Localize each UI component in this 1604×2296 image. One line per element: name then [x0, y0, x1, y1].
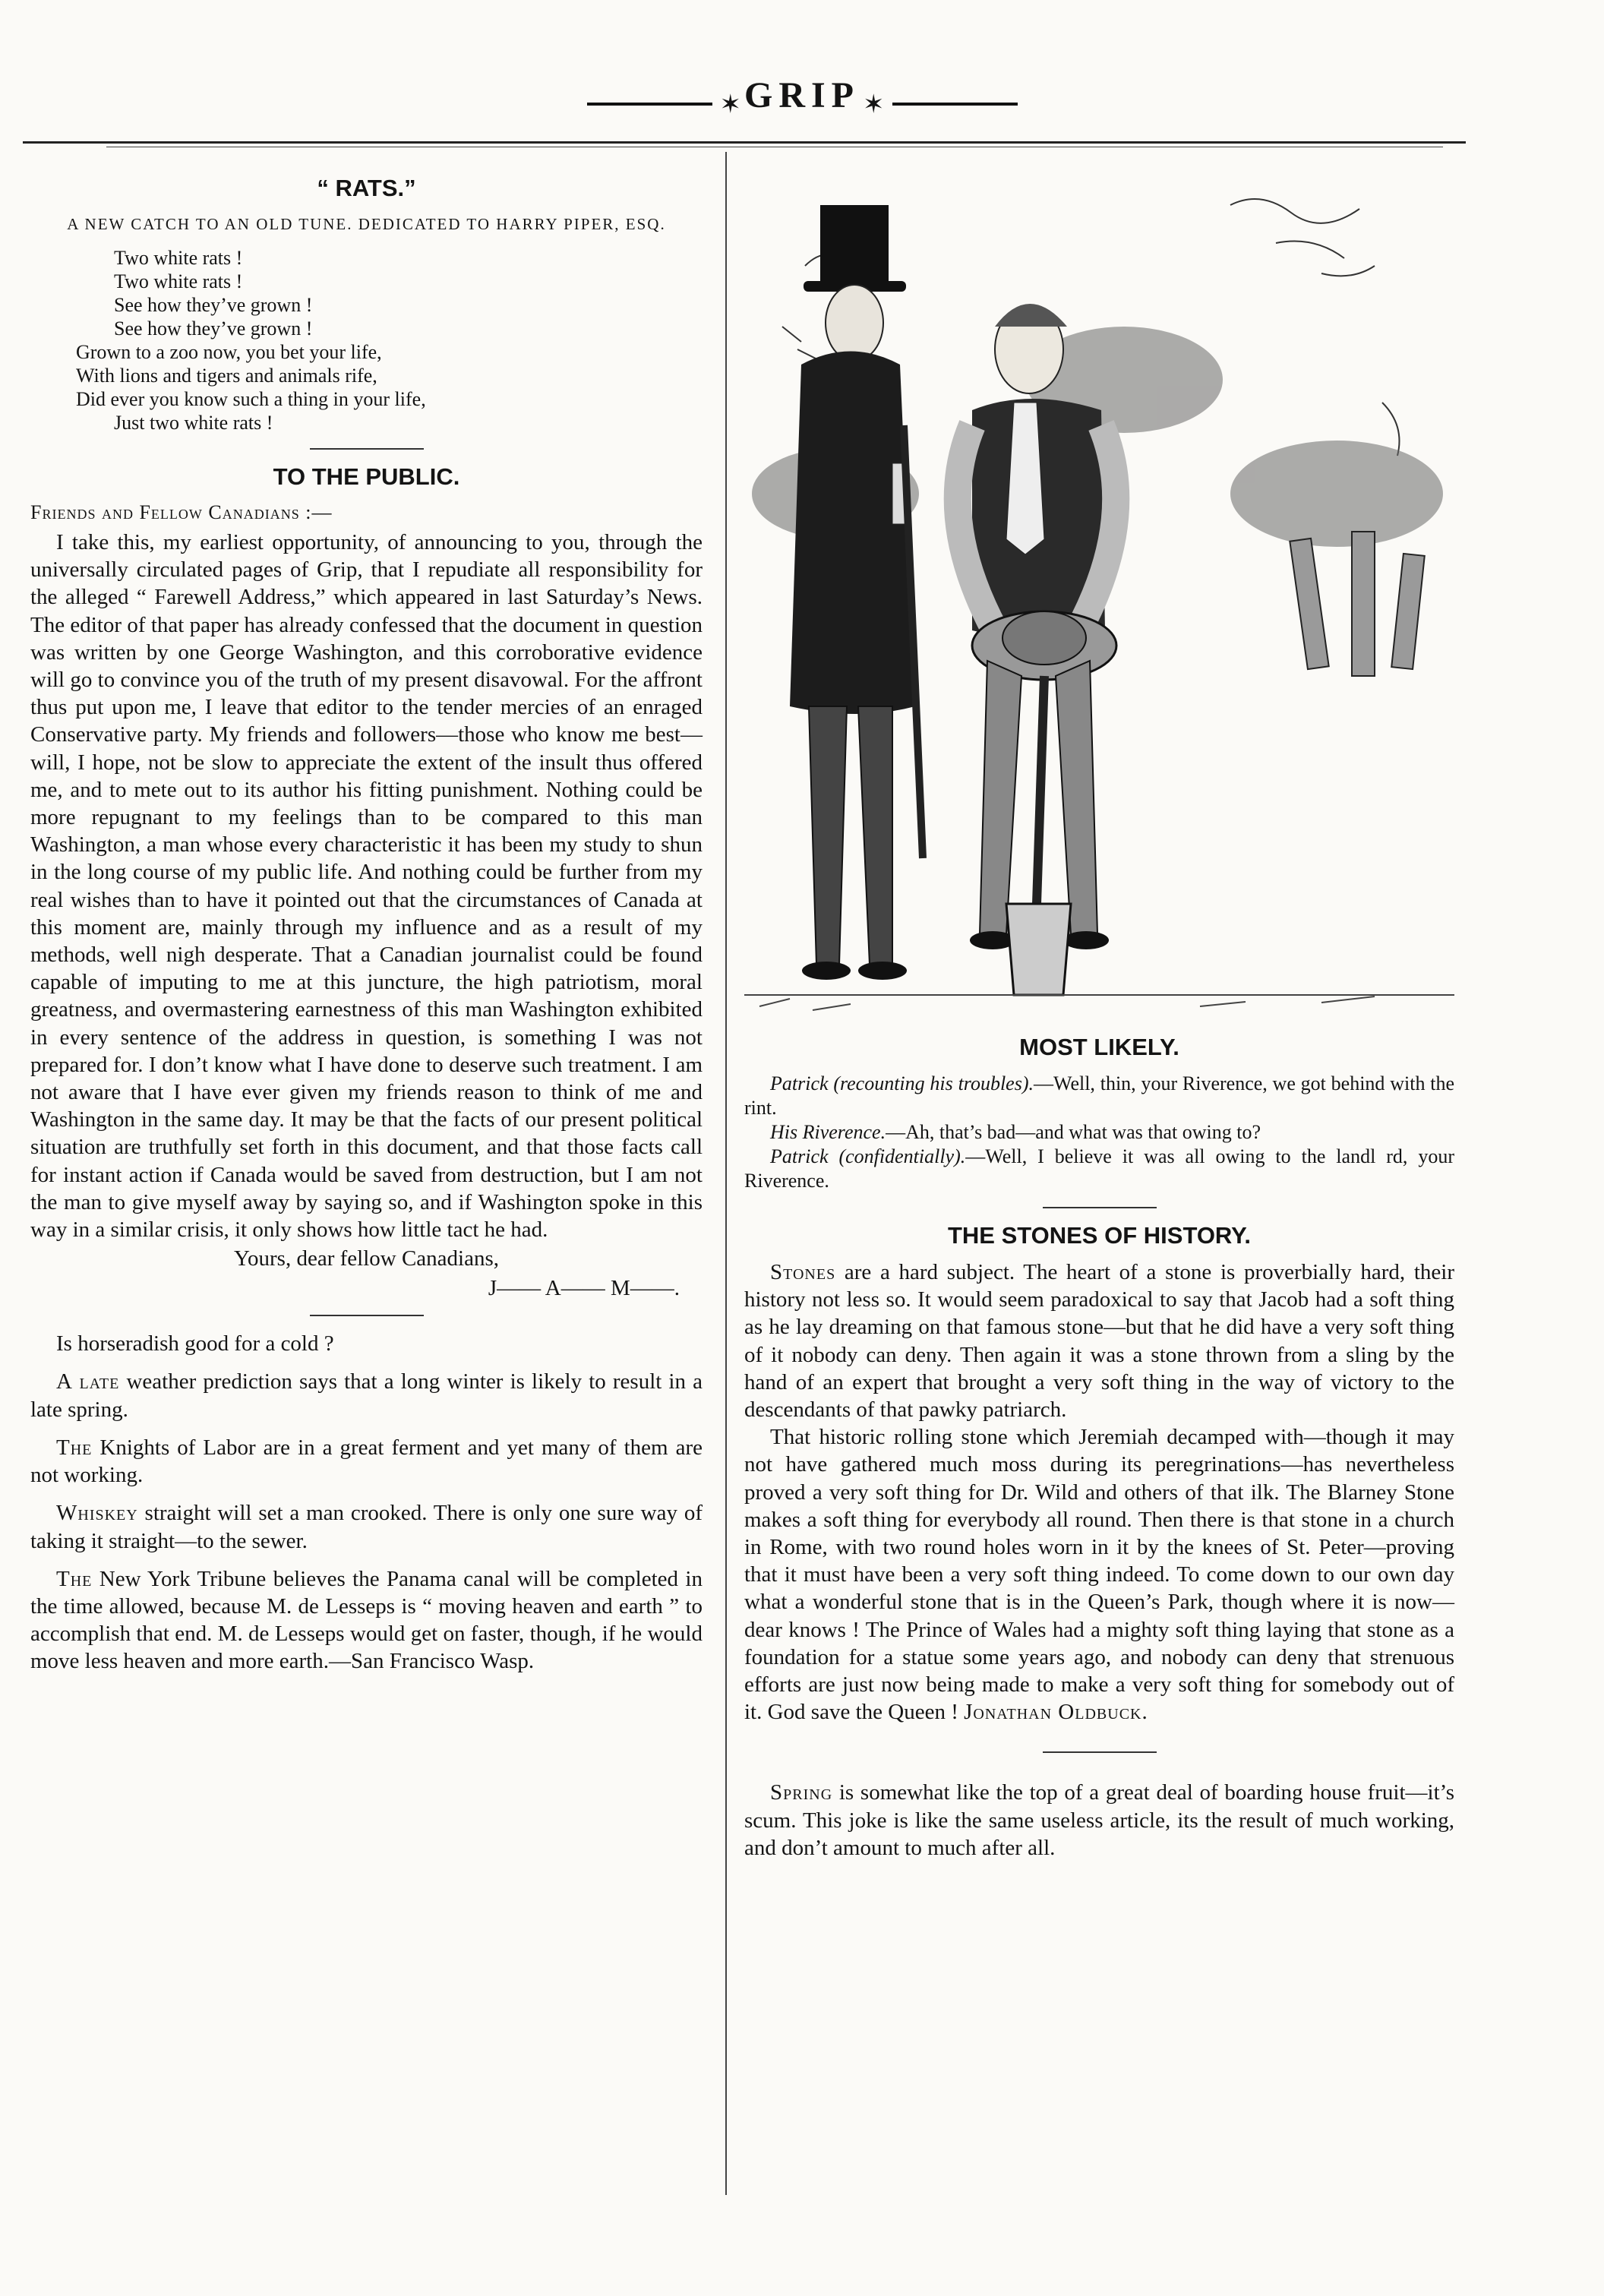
cartoon-illustration: [744, 175, 1454, 1025]
poem-line: Just two white rats !: [114, 412, 273, 434]
public-signature: J—— A—— M——.: [488, 1276, 680, 1301]
squib: A late weather prediction says that a long winter is likely to result in a late spring.: [30, 1369, 703, 1422]
caption-line: Patrick (recounting his troubles).—Well, thin, your Riverence, we got behind with the rint.: [744, 1072, 1454, 1119]
rats-dedication: A NEW CATCH TO AN OLD TUNE. DEDICATED TO HARRY PIPER, ESQ.: [67, 215, 666, 233]
public-closing: Yours, dear fellow Canadians,: [233, 1246, 500, 1271]
public-body: I take this, my earliest opportunity, of announcing to you, through the universally circulated pages of Grip, that I repudiate all responsibility for the alleged “ Farewell Address,” which appeared in last Saturday’s News. The editor of that paper has already confessed that the document in question was written by one George Washington, and this corroborative evidence will go to convince you of the truth of my present disavowal. For the affront thus put upon me, I leave that editor to the tender mercies of an enraged Conservative party. My friends and followers—those who know me best—will, I hope, not be slow to appreciate the extent of the insult thus offered me, and to mete out to its author his fitting punishment. Nothing could be more repugnant to my feelings than to be compared to this man Washington, a man whose every characteristic it has been my study to shun in the long course of my public life. And nothing could be further from my real wishes than to have it pointed out that the circumstances of Canada at this moment are, mainly through my influence and as a result of my methods, well nigh desperate. That a Canadian journalist could be found capable of imputing to me at this juncture, the high patriotism, moral greatness, and overmastering earnestness of this man Washington exhibited in every sentence of the address in question, is something I was not prepared for. I don’t know what I have done to deserve such treatment. I am not aware that I have ever given my friends reason to think of me and Washington in the same day. It may be that the facts of our present political situation are truthfully set forth in this document, and that those facts call for instant action if Canada would be saved from destruction, but I am not the man to give myself away by saying so, and if Washington spoke in this way in a similar crisis, it only shows how little tact he had.: [30, 530, 703, 1243]
stones-para: Stones are a hard subject. The heart of a stone is proverbially hard, their history not less so. It would seem paradoxical to say that Jacob had a soft thing as he lay dreaming on that famous stone—but that he did have a very soft thing of it nobody can deny. Then again it was a stone thrown from a sling by the hand of an expert that brought a very soft thing in the way of victory to the descendants of that pawky patriarch.: [744, 1260, 1454, 1423]
star-ornament: ✶: [863, 90, 885, 119]
star-ornament: ✶: [719, 90, 741, 119]
poem-line: Grown to a zoo now, you bet your life,: [76, 341, 382, 363]
squib: Is horseradish good for a cold ?: [56, 1331, 334, 1356]
masthead: [0, 74, 1604, 119]
poem-line: Two white rats !: [114, 270, 243, 292]
section-rule: [1043, 1751, 1157, 1753]
column-divider: [725, 152, 727, 2195]
squib: Whiskey straight will set a man crooked. There is only one sure way of taking it straight—to the sewer.: [30, 1501, 703, 1553]
poem-line: Did ever you know such a thing in your life,: [76, 388, 426, 410]
right-column: [744, 167, 1454, 1862]
squib: The Knights of Labor are in a great ferment and yet many of them are not working.: [30, 1435, 703, 1488]
cartoon-title: MOST LIKELY.: [1019, 1034, 1179, 1060]
public-salutation: Friends and Fellow Canadians :—: [30, 501, 333, 523]
cartoon-caption: [744, 1072, 1454, 1193]
left-column: [30, 167, 703, 1675]
poem-line: With lions and tigers and animals rife,: [76, 365, 377, 387]
public-title: TO THE PUBLIC.: [273, 463, 460, 490]
stones-title: THE STONES OF HISTORY.: [947, 1222, 1252, 1249]
masthead-rule-right: [892, 103, 1018, 106]
masthead-rule-left: [587, 103, 712, 106]
header-rule: [23, 141, 1466, 144]
squib: The New York Tribune believes the Panama canal will be completed in the time allowed, because M. de Lesseps is “ moving heaven and earth ” to accomplish that end. M. de Lesseps would get on faster, though, if he would move less heaven and more earth.—San Francisco Wasp.: [30, 1566, 703, 1674]
rats-title: “ RATS.”: [317, 175, 416, 201]
poem-line: See how they’ve grown !: [114, 317, 313, 340]
masthead-title: GRIP: [744, 75, 860, 115]
caption-line: Patrick (confidentially).—Well, I believe it was all owing to the landl rd, your Riverence.: [744, 1145, 1454, 1192]
spring-para: Spring is somewhat like the top of a great deal of boarding house fruit—it’s scum. This joke is like the same useless article, its the result of much working, and don’t amount to much after all.: [744, 1780, 1454, 1860]
caption-line: His Riverence.—Ah, that’s bad—and what was that owing to?: [770, 1121, 1261, 1143]
section-rule: [1043, 1207, 1157, 1208]
section-rule: [310, 448, 424, 450]
stones-signature: Jonathan Oldbuck.: [964, 1700, 1148, 1725]
poem-line: See how they’ve grown !: [114, 294, 313, 316]
section-rule: [310, 1315, 424, 1316]
rats-poem: [76, 246, 703, 434]
stones-para: That historic rolling stone which Jeremiah decamped with—though it may not have gathered much moss during its peregrinations—has nevertheless proved a very soft thing for Dr. Wild and others of that ilk. The Blarney Stone makes a soft thing for everybody all round. Then there is that stone in a church in Rome, with two round holes worn in it by the knees of St. Peter—proving that it must have been a very soft thing indeed. To come down to our own day what a wonderful stone that is in the Queen’s Park, though where it is now—dear knows ! The Prince of Wales had a mighty soft thing laying that stone as a foundation for a statue some years ago, and nobody can deny that strenuous efforts are just now being made to make a very soft thing for somebody out of it. God save the Queen ! Jonathan Oldbuck.: [744, 1425, 1454, 1725]
poem-line: Two white rats !: [114, 247, 243, 269]
